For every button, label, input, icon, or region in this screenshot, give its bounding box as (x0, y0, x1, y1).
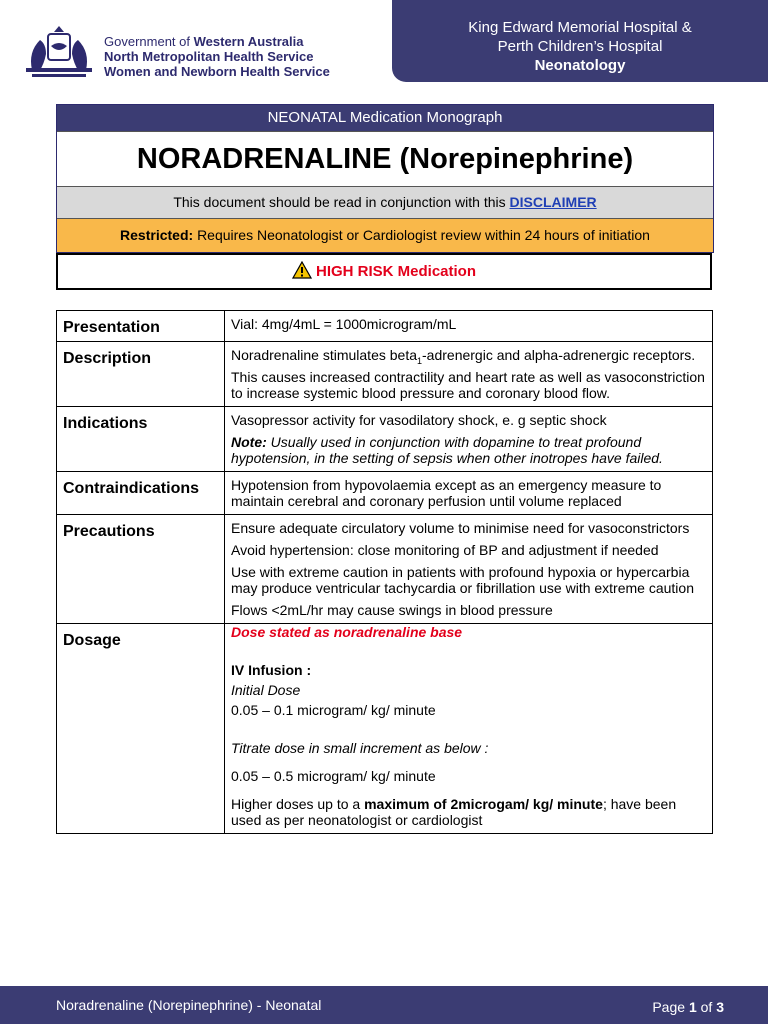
hospital-banner (392, 0, 768, 82)
row-label: Presentation (57, 311, 225, 342)
service-line-1: North Metropolitan Health Service (104, 49, 314, 64)
service-line-2: Women and Newborn Health Service (104, 64, 330, 79)
row-label: Contraindications (57, 471, 225, 514)
iv-infusion-label: IV Infusion : (231, 661, 312, 678)
row-label: Indications (57, 406, 225, 471)
coat-of-arms-icon (18, 24, 100, 80)
department-name: Neonatology (534, 57, 626, 74)
hospital-name-1: King Edward Memorial Hospital & (468, 19, 692, 36)
disclaimer-link[interactable]: DISCLAIMER (509, 194, 597, 210)
row-label: Precautions (57, 514, 225, 623)
warning-icon (292, 261, 312, 279)
indications-note: Note: Usually used in conjunction with dopamine to treat profound hypotension, in the setting of sepsis when other inotropes have failed. (231, 433, 663, 466)
table-row-presentation (57, 311, 713, 342)
monograph-table (56, 310, 713, 834)
table-row-description (57, 342, 713, 407)
precaution-item: Use with extreme caution in patients with profound hypoxia or hypercarbia may produce ventricular tachycardia or fibrillation use with extreme caution (231, 563, 694, 596)
table-row-contraindications (57, 471, 713, 514)
high-risk-banner (56, 253, 712, 290)
precaution-item: Ensure adequate circulatory volume to minimise need for vasoconstrictors (231, 519, 690, 536)
precaution-item: Flows <2mL/hr may cause swings in blood pressure (231, 601, 553, 618)
dosage-value (225, 623, 713, 833)
footer-title: Noradrenaline (Norepinephrine) - Neonatal (56, 997, 322, 1013)
row-label: Description (57, 342, 225, 407)
presentation-value: Vial: 4mg/4mL = 1000microgram/mL (225, 311, 713, 342)
government-line: Government of Western Australia (104, 34, 304, 49)
restricted-text: Requires Neonatologist or Cardiologist review within 24 hours of initiation (197, 227, 650, 243)
drug-title: NORADRENALINE (Norepinephrine) (57, 131, 713, 186)
titrate-dose: 0.05 – 0.5 microgram/ kg/ minute (231, 767, 436, 784)
title-block (56, 104, 714, 253)
higher-dose-note: Higher doses up to a maximum of 2microgam/ kg/ minute; have been used as per neonatologist or cardiologist (231, 795, 677, 828)
indications-value: Vasopressor activity for vasodilatory shock, e. g septic shock Note: Usually used in conjunction with dopamine to treat profound hypotension, in the setting of sepsis when other inotropes have failed. (225, 406, 713, 471)
initial-dose-label: Initial Dose (231, 681, 301, 698)
contraindications-value: Hypotension from hypovolaemia except as an emergency measure to maintain cerebral and coronary perfusion until volume replaced (225, 471, 713, 514)
hospital-name-2: Perth Children’s Hospital (497, 38, 663, 55)
wa-government-logo (18, 22, 348, 84)
disclaimer-text: This document should be read in conjunction with this (173, 194, 506, 210)
description-value: Noradrenaline stimulates beta$_1$-adrenergic and alpha-adrenergic receptors. This causes increased contractility and heart rate as well as vasoconstriction to increase systemic blood pressure and coronary blood flow. (225, 342, 713, 407)
table-row-indications (57, 406, 713, 471)
restricted-row (57, 218, 713, 252)
initial-dose: 0.05 – 0.1 microgram/ kg/ minute (231, 701, 436, 718)
precautions-value (225, 514, 713, 623)
high-risk-text: HIGH RISK Medication (315, 263, 476, 280)
titrate-label: Titrate dose in small increment as below : (231, 739, 489, 756)
restricted-label: Restricted: (120, 227, 194, 243)
page-footer (0, 986, 768, 1024)
row-label: Dosage (57, 623, 225, 833)
page-indicator: Page 1 of 3 (652, 999, 724, 1015)
disclaimer-row (57, 186, 713, 218)
table-row-precautions (57, 514, 713, 623)
precaution-item: Avoid hypertension: close monitoring of BP and adjustment if needed (231, 541, 659, 558)
monograph-heading: NEONATAL Medication Monograph (57, 105, 713, 131)
dose-note: Dose stated as noradrenaline base (231, 623, 463, 640)
table-row-dosage (57, 623, 713, 833)
